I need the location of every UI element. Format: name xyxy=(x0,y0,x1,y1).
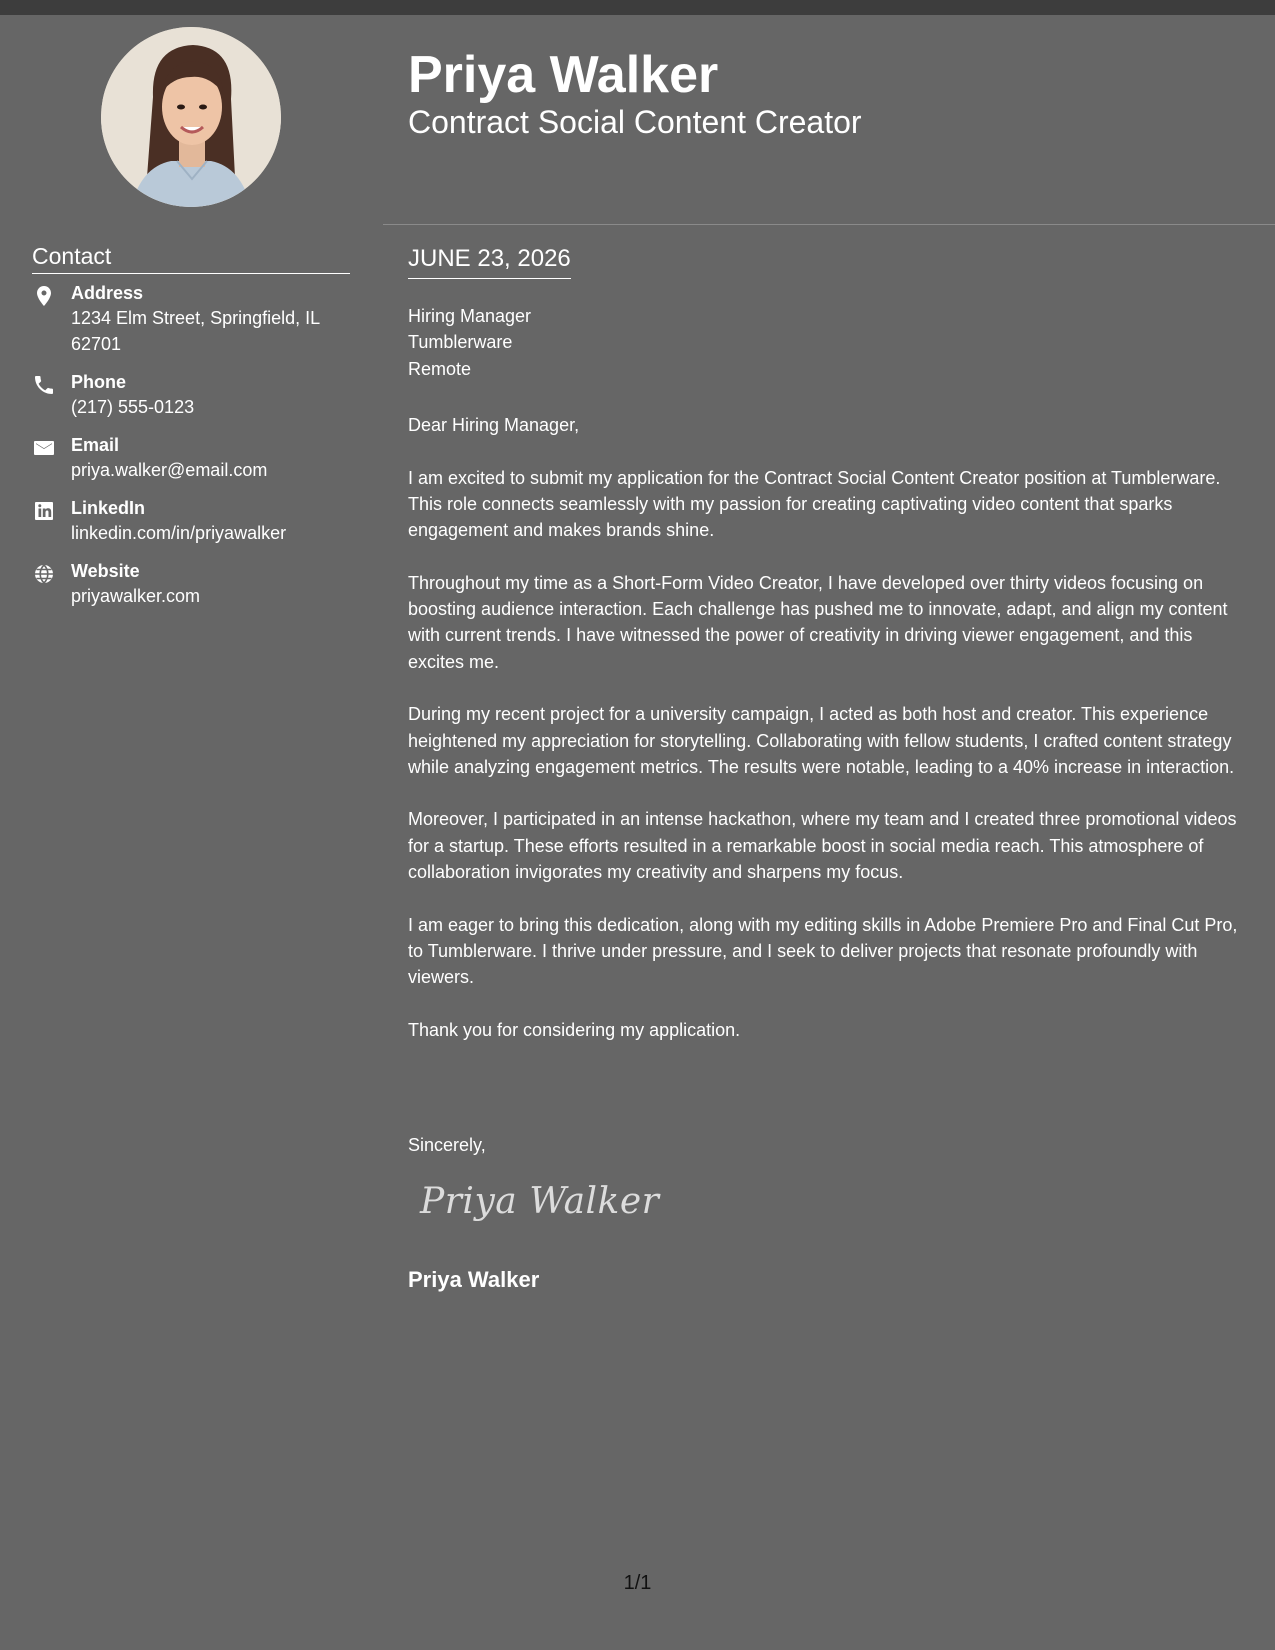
body-paragraph: Throughout my time as a Short-Form Video Creator, I have developed over thirty videos focusing on boosting audience interaction. Each challenge has pushed me to innovate, adapt, and align my content with current trends. I have witnessed the power of creativity in driving viewer engagement, and this excites me. xyxy=(408,572,1228,672)
recipient-block xyxy=(408,303,531,382)
contact-heading: Contact xyxy=(32,242,350,274)
handwritten-signature: Priya Walker xyxy=(420,1181,660,1222)
job-title: Contract Social Content Creator xyxy=(408,104,862,140)
contact-value: linkedin.com/in/priyawalker xyxy=(71,523,287,543)
letter-body xyxy=(408,412,1248,1069)
header-divider xyxy=(383,224,1275,225)
contact-value: (217) 555-0123 xyxy=(71,397,195,417)
body-paragraph: I am eager to bring this dedication, along with my editing skills in Adobe Premiere Pro and Final Cut Pro, to Tumblerware. I thrive under pressure, and I seek to deliver projects that resonate profoundly with viewers. xyxy=(408,914,1238,988)
letter-date: JUNE 23, 2026 xyxy=(408,244,571,279)
applicant-name: Priya Walker xyxy=(408,46,719,104)
closing: Sincerely, xyxy=(408,1135,486,1155)
map-pin-icon xyxy=(32,284,56,308)
contact-label: Phone xyxy=(71,372,127,392)
contact-label: Email xyxy=(71,435,120,455)
signed-name: Priya Walker xyxy=(408,1267,540,1292)
linkedin-icon xyxy=(32,499,56,523)
body-paragraph: I am excited to submit my application for the Contract Social Content Creator position at Tumblerware. This role connects seamlessly with my passion for creating captivating video content that sparks engagement and makes brands shine. xyxy=(408,467,1221,541)
contact-label: LinkedIn xyxy=(71,498,146,518)
body-paragraph: Moreover, I participated in an intense hackathon, where my team and I created three promotional videos for a startup. These efforts resulted in a remarkable boost in social media reach. This atmosphere of collaboration invigorates my creativity and sharpens my focus. xyxy=(408,809,1237,883)
contact-value: 1234 Elm Street, Springfield, IL 62701 xyxy=(71,308,320,354)
contact-value: priya.walker@email.com xyxy=(71,460,268,480)
cover-letter-page xyxy=(0,15,1275,1650)
body-paragraph: During my recent project for a university campaign, I acted as both host and creator. This experience heightened my appreciation for storytelling. Collaborating with fellow students, I crafted content strategy while analyzing engagement metrics. The results were notable, leading to a 40% increase in interaction. xyxy=(408,704,1235,777)
contact-label: Website xyxy=(71,561,140,581)
envelope-icon xyxy=(32,436,56,460)
phone-icon xyxy=(32,373,56,397)
contact-value: priyawalker.com xyxy=(71,586,201,606)
recipient-company: Tumblerware xyxy=(408,332,513,353)
recipient-name: Hiring Manager xyxy=(408,306,532,326)
page-number: 1/1 xyxy=(623,1572,652,1594)
top-bar xyxy=(0,0,1275,15)
globe-icon xyxy=(32,562,56,586)
salutation: Dear Hiring Manager, xyxy=(408,415,580,435)
profile-photo xyxy=(101,27,281,207)
body-paragraph: Thank you for considering my application. xyxy=(408,1019,741,1040)
recipient-location: Remote xyxy=(408,358,472,379)
contact-label: Address xyxy=(71,283,144,303)
